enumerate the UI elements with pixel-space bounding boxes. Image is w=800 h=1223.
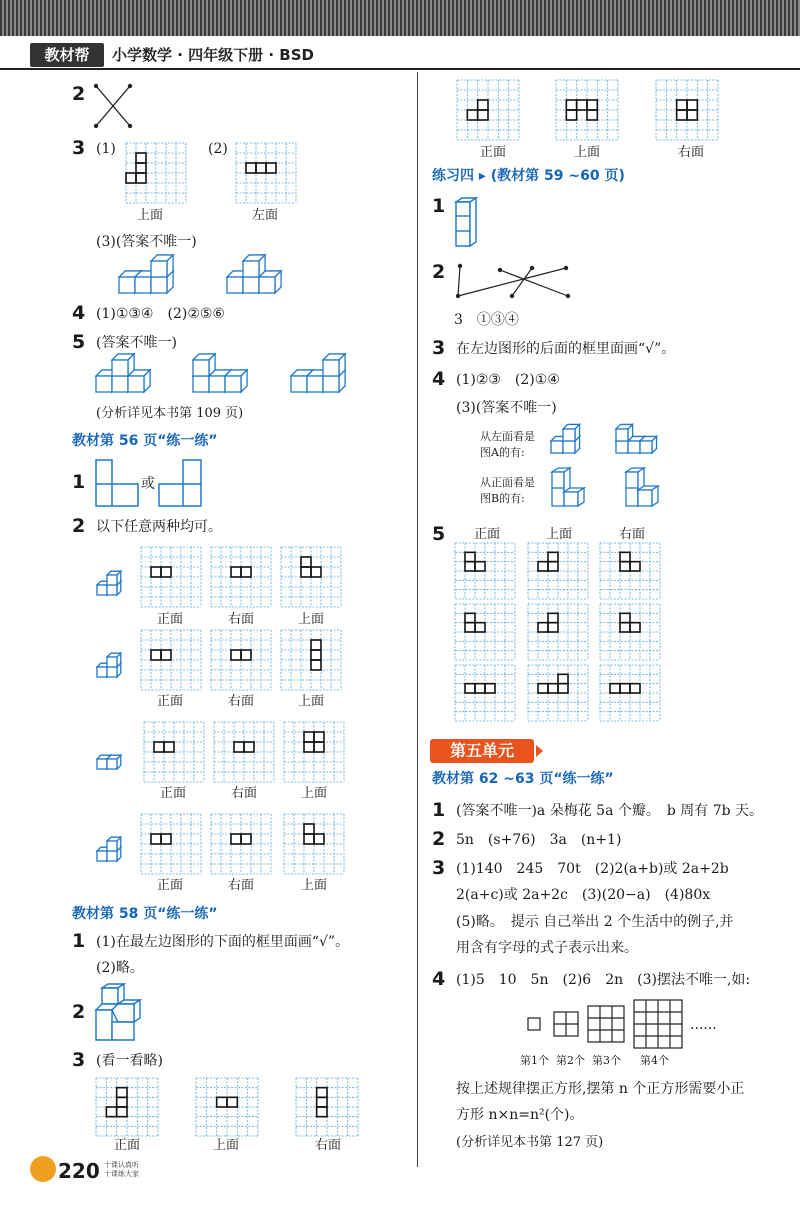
answer-label: 图A的有:: [480, 446, 525, 459]
grid-front-view: [96, 1078, 158, 1136]
cube: [616, 424, 633, 441]
footer-slogan: 十课认真听 十课练大家: [104, 1161, 139, 1178]
pattern-caption: 第1个: [520, 1054, 549, 1067]
grid-cell: [548, 623, 558, 632]
view-caption: 右面: [231, 786, 258, 801]
grid-cell: [151, 834, 161, 844]
grid-right-view: [211, 547, 271, 607]
question-number: 1: [432, 195, 446, 217]
grid-top-view: [196, 1078, 258, 1136]
cube: [193, 354, 215, 376]
grid-front-view: [144, 722, 204, 782]
grid-cell: [117, 1088, 127, 1098]
grid-cell: [314, 742, 324, 752]
grid-cell: [311, 640, 321, 650]
grid-front-view: [141, 630, 201, 690]
cube-small-figure: [96, 650, 132, 678]
grid-cell: [304, 824, 314, 834]
answer-label: 从左面看是: [480, 430, 535, 443]
section-heading: 教材第 62 ~63 页“练一练”: [432, 771, 614, 787]
answer-text: 用含有字母的式子表示出来。: [456, 940, 638, 956]
grid-cell: [558, 684, 568, 693]
mascot-icon: [30, 1156, 56, 1182]
grid-cell: [311, 650, 321, 660]
view-caption: 上面: [298, 612, 325, 627]
grid-cell: [161, 834, 171, 844]
grid-cell: [314, 834, 324, 844]
grid-cell: [478, 110, 488, 120]
part-label: (3)(答案不唯一): [456, 400, 557, 416]
grid-front-view: [141, 547, 201, 607]
header-pattern: [0, 0, 800, 36]
grid-front-view: [455, 604, 515, 660]
grid-cell: [117, 1097, 127, 1107]
view-caption: 右面: [315, 1138, 342, 1153]
answer-text: 以下任意两种均可。: [96, 519, 222, 535]
grid-cell: [465, 562, 475, 571]
grid-cell: [566, 110, 576, 120]
grid-cell: [301, 567, 311, 577]
answer-text: (2)略。: [96, 960, 144, 976]
grid-cell: [677, 100, 687, 110]
grid-cell: [136, 173, 146, 183]
cube-arrangement-figure: [624, 466, 664, 510]
section-heading: 教材第 58 页“练一练”: [72, 906, 218, 922]
cube: [107, 571, 121, 585]
pattern-caption: 第3个: [592, 1054, 621, 1067]
cube-small-figure: [615, 424, 673, 454]
grid-cell: [630, 562, 640, 571]
grid-cell: [266, 163, 276, 173]
answer-text: 3 ①③④: [454, 312, 519, 328]
cube: [640, 436, 657, 453]
grid-cell: [558, 674, 568, 683]
answer-text: (1)5 10 5n (2)6 2n (3)摆法不唯一,如:: [456, 972, 751, 988]
grid-cell: [620, 684, 630, 693]
grid-cell: [467, 110, 477, 120]
answer-text: (5)略。 提示 自己举出 2 个生活中的例子,并: [456, 914, 734, 930]
l-shape-figure: [157, 458, 203, 508]
grid-cell: [478, 100, 488, 110]
cube-small-figure: [550, 424, 596, 454]
answer-text: 5n (s+76) 3a (n+1): [456, 832, 622, 848]
grid-cell: [620, 613, 630, 622]
grid-cell: [304, 834, 314, 844]
grid-cell: [234, 742, 244, 752]
grid-cell: [548, 684, 558, 693]
grid-cell: [151, 567, 161, 577]
question-number: 5: [432, 523, 446, 545]
cube-small-figure: [96, 834, 132, 862]
grid-cell: [311, 660, 321, 670]
grid-cell: [231, 834, 241, 844]
grid-cell: [538, 684, 548, 693]
view-caption: 正面: [160, 786, 187, 801]
question-number: 2: [432, 828, 446, 850]
grid-top-view: [556, 80, 618, 140]
view-caption: 上面: [301, 786, 328, 801]
grid-cell: [465, 552, 475, 561]
question-number: 2: [432, 261, 446, 283]
part-label: (2): [208, 141, 228, 157]
cube: [243, 255, 265, 277]
part-label: (1): [96, 141, 116, 157]
grid-front-view: [141, 814, 201, 874]
grid-cell: [161, 650, 171, 660]
cube-arrangement-figure: [94, 984, 150, 1044]
book-title: 小学数学 · 四年级下册 · BSD: [112, 46, 314, 64]
grid-cell: [317, 1107, 327, 1117]
view-caption: 上面: [574, 145, 601, 160]
grid-cell: [117, 1107, 127, 1117]
page-header: [0, 0, 800, 72]
question-number: 2: [72, 1001, 86, 1023]
view-caption: 左面: [252, 208, 279, 223]
question-number: 2: [72, 83, 86, 105]
grid-cell: [538, 623, 548, 632]
section-heading: 练习四 ▸ (教材第 59 ~60 页): [432, 168, 625, 184]
grid-cell: [587, 110, 597, 120]
note-text: (分析详见本书第 127 页): [456, 1135, 604, 1150]
grid-cell: [256, 163, 266, 173]
grid-cell: [677, 110, 687, 120]
grid-cell: [630, 623, 640, 632]
grid-cell: [475, 623, 485, 632]
part-label: (3)(答案不唯一): [96, 234, 197, 250]
question-number: 1: [432, 799, 446, 821]
cube-stack-figure: [226, 258, 296, 294]
grid-right-view: [600, 665, 660, 721]
brand-logo: 教材帮: [30, 43, 104, 67]
pattern-caption: 第2个: [556, 1054, 585, 1067]
cube: [323, 354, 345, 376]
grid-front-view: [457, 80, 519, 140]
view-caption: 右面: [228, 694, 255, 709]
cube: [563, 424, 580, 441]
view-caption: 上面: [213, 1138, 240, 1153]
pattern-caption: 第4个: [640, 1054, 669, 1067]
grid-top-view: [528, 665, 588, 721]
answer-text: 2(a+c)或 2a+2c (3)(20−a) (4)80x: [456, 887, 711, 903]
grid-left-view: [236, 143, 296, 203]
cube: [112, 354, 134, 376]
question-number: 3: [432, 337, 446, 359]
unit-banner: 第五单元: [430, 739, 534, 763]
grid-cell: [620, 562, 630, 571]
view-caption: 正面: [480, 145, 507, 160]
grid-right-view: [211, 630, 271, 690]
grid-cell: [241, 567, 251, 577]
question-number: 4: [432, 368, 446, 390]
grid-cell: [161, 567, 171, 577]
grid-top-view: [284, 814, 344, 874]
grid-cell: [538, 562, 548, 571]
grid-cell: [548, 552, 558, 561]
answer-label: 图B的有:: [480, 492, 525, 505]
grid-cell: [231, 567, 241, 577]
cube-small-figure: [96, 742, 132, 770]
grid-cell: [566, 100, 576, 110]
note-text: (分析详见本书第 109 页): [96, 406, 244, 421]
grid-cell: [231, 650, 241, 660]
grid-cell: [620, 552, 630, 561]
answer-text: (看一看略): [96, 1053, 163, 1069]
view-caption: 上面: [546, 527, 573, 542]
grid-front-view: [455, 543, 515, 599]
cube-stack-figure: [118, 258, 188, 294]
grid-cell: [485, 684, 495, 693]
unit-banner-arrow-icon: [536, 745, 543, 757]
matching-lines-figure: [454, 260, 578, 302]
question-number: 1: [72, 471, 86, 493]
grid-cell: [304, 732, 314, 742]
answer-label: 从正面看是: [480, 476, 535, 489]
l-shape-figure: [94, 458, 140, 508]
grid-cell: [246, 163, 256, 173]
answer-text: (答案不唯一): [96, 335, 177, 351]
grid-cell: [241, 834, 251, 844]
question-number: 3: [72, 1049, 86, 1071]
question-number: 4: [432, 968, 446, 990]
grid-right-view: [214, 722, 274, 782]
grid-cell: [241, 650, 251, 660]
grid-top-view: [281, 547, 341, 607]
grid-cell: [311, 567, 321, 577]
grid-cell: [548, 562, 558, 571]
view-caption: 右面: [228, 878, 255, 893]
grid-cell: [475, 684, 485, 693]
cube: [225, 370, 247, 392]
cube-stack-figure: [290, 357, 362, 393]
grid-top-view: [126, 143, 186, 203]
grid-cell: [465, 684, 475, 693]
answer-text: (1)140 245 70t (2)2(a+b)或 2a+2b: [456, 861, 729, 877]
view-caption: 上面: [301, 878, 328, 893]
grid-right-view: [296, 1078, 358, 1136]
grid-right-view: [211, 814, 271, 874]
grid-cell: [304, 742, 314, 752]
view-caption: 右面: [619, 527, 646, 542]
question-number: 5: [72, 331, 86, 353]
square-pattern-figure: [526, 1000, 686, 1048]
cube-arrangement-figure: [550, 466, 590, 510]
grid-cell: [577, 100, 587, 110]
grid-cell: [317, 1088, 327, 1098]
view-caption: 上面: [137, 208, 164, 223]
cube-small-figure: [96, 568, 132, 596]
column-divider: [417, 72, 418, 1167]
question-number: 2: [72, 515, 86, 537]
view-caption: 正面: [157, 612, 184, 627]
cube: [107, 755, 121, 769]
grid-cell: [154, 742, 164, 752]
question-number: 3: [72, 137, 86, 159]
or-text: 或: [141, 476, 155, 492]
grid-cell: [227, 1097, 237, 1107]
view-caption: 右面: [678, 145, 705, 160]
grid-cell: [687, 100, 697, 110]
grid-cell: [217, 1097, 227, 1107]
answer-text: (答案不唯一)a 朵梅花 5a 个瓣。 b 周有 7b 天。: [456, 803, 764, 819]
answer-text: (1)②③ (2)①④: [456, 372, 560, 388]
grid-cell: [314, 732, 324, 742]
grid-cell: [301, 557, 311, 567]
grid-front-view: [455, 665, 515, 721]
grid-top-view: [528, 604, 588, 660]
cube: [107, 653, 121, 667]
cube: [151, 255, 173, 277]
grid-cell: [136, 153, 146, 163]
matching-lines-figure: [92, 82, 136, 130]
cube-stack-figure: [192, 357, 264, 393]
answer-text: 在左边图形的后面的框里面画“√”。: [456, 341, 676, 357]
grid-cell: [244, 742, 254, 752]
grid-cell: [317, 1097, 327, 1107]
view-caption: 上面: [298, 694, 325, 709]
grid-cell: [465, 623, 475, 632]
grid-cell: [687, 110, 697, 120]
cube-stack-figure: [95, 357, 167, 393]
grid-cell: [136, 163, 146, 173]
view-caption: 正面: [157, 694, 184, 709]
answer-text: 方形 n×n=n²(个)。: [456, 1107, 584, 1123]
grid-cell: [630, 684, 640, 693]
grid-top-view: [284, 722, 344, 782]
grid-cell: [620, 623, 630, 632]
grid-cell: [164, 742, 174, 752]
view-caption: 右面: [228, 612, 255, 627]
view-caption: 正面: [157, 878, 184, 893]
grid-right-view: [656, 80, 718, 140]
section-heading: 教材第 56 页“练一练”: [72, 433, 218, 449]
grid-cell: [587, 100, 597, 110]
grid-cell: [610, 684, 620, 693]
grid-cell: [465, 613, 475, 622]
question-number: 3: [432, 857, 446, 879]
grid-cell: [548, 613, 558, 622]
grid-cell: [126, 173, 136, 183]
question-number: 4: [72, 302, 86, 324]
grid-cell: [106, 1107, 116, 1117]
grid-right-view: [600, 604, 660, 660]
answer-text: (1)在最左边图形的下面的框里面画“√”。: [96, 934, 350, 950]
ellipsis-text: ......: [690, 1017, 717, 1033]
grid-cell: [475, 562, 485, 571]
grid-cell: [151, 650, 161, 660]
answer-text: (1)①③④ (2)②⑤⑥: [96, 306, 225, 322]
cube-column-figure: [454, 196, 478, 250]
grid-top-view: [281, 630, 341, 690]
answer-text: 按上述规律摆正方形,摆第 n 个正方形需要小正: [456, 1081, 745, 1097]
question-number: 1: [72, 930, 86, 952]
view-caption: 正面: [474, 527, 501, 542]
grid-top-view: [528, 543, 588, 599]
page-number: 220: [58, 1159, 100, 1183]
cube: [107, 837, 121, 851]
view-caption: 正面: [114, 1138, 141, 1153]
grid-right-view: [600, 543, 660, 599]
